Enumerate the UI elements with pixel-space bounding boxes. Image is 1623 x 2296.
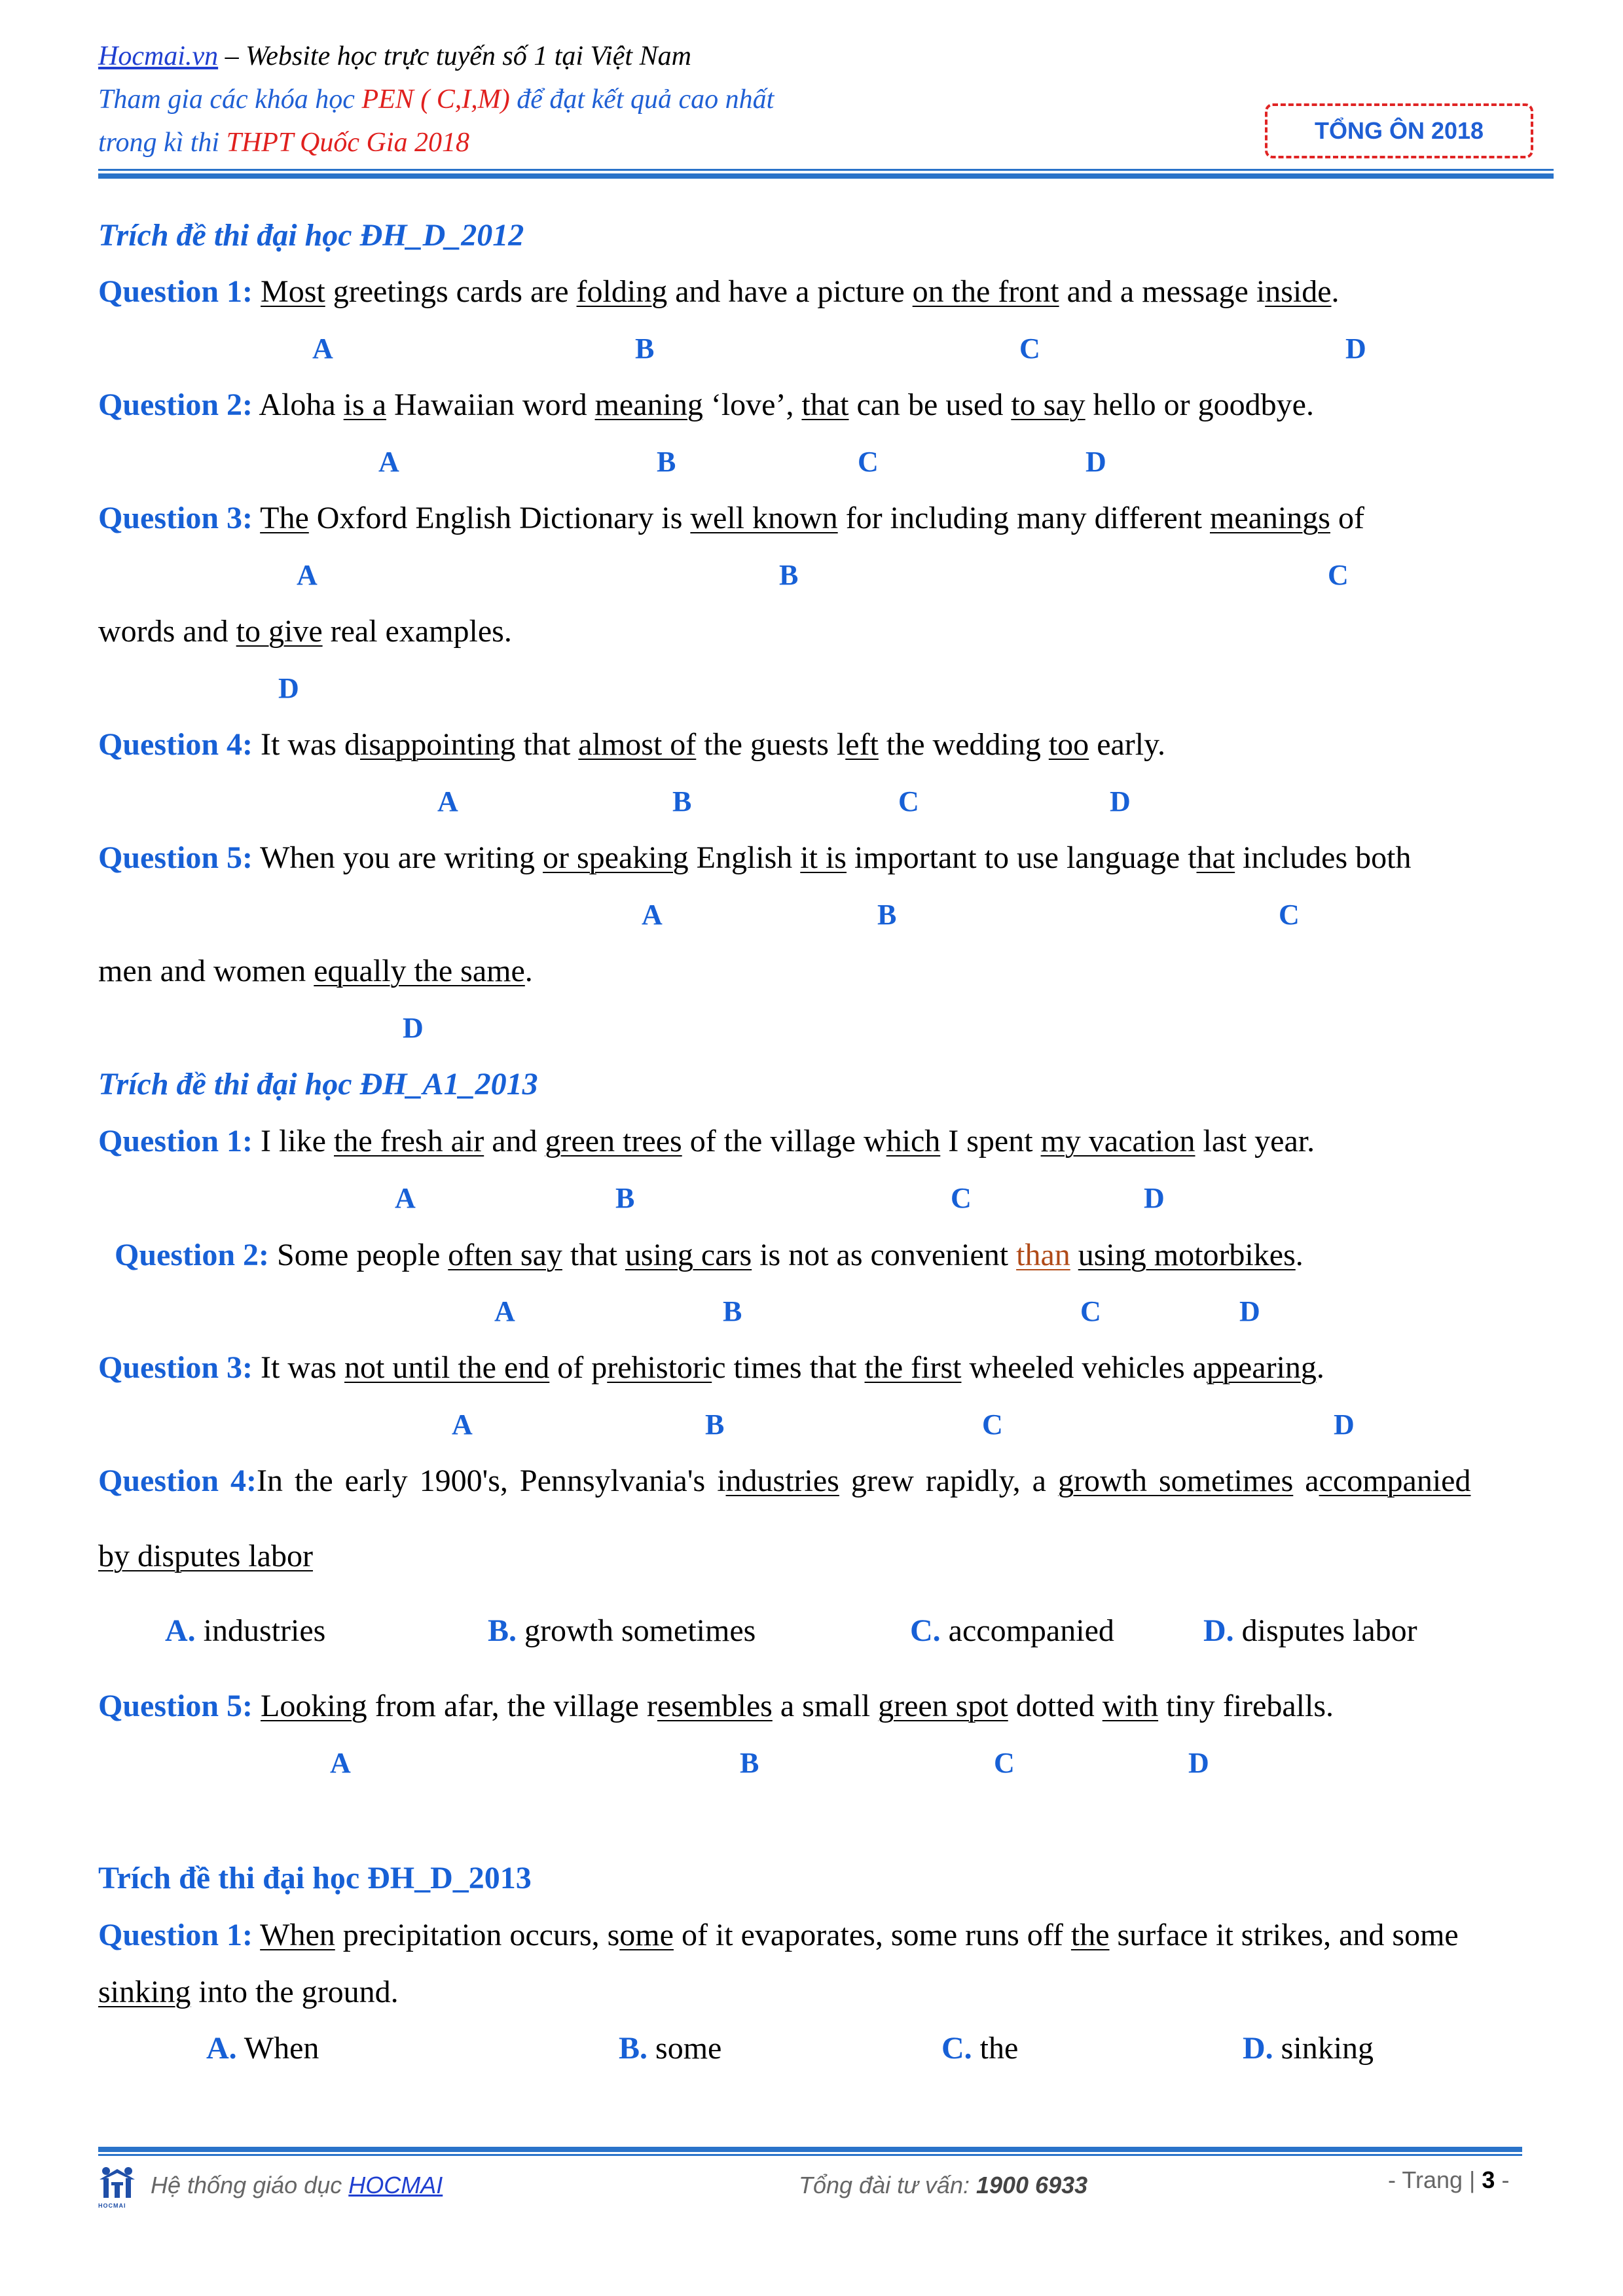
text-segment: of (1330, 501, 1364, 535)
text-segment: tiny fireballs. (1158, 1689, 1334, 1723)
answer-option-d[interactable] (1243, 2030, 1374, 2066)
option-letter-c: C (898, 785, 919, 817)
badge-label: TỔNG ÔN 2018 (1314, 117, 1484, 144)
header-rule-thin (98, 169, 1554, 171)
text-segment: words and (98, 614, 236, 649)
page-num: 3 (1482, 2166, 1495, 2193)
logo-text: HOCMAI (98, 2202, 126, 2209)
text-segment: that (562, 1238, 625, 1272)
text-segment: C. (941, 2031, 972, 2066)
text-segment: is not as convenient (752, 1238, 1017, 1272)
underlined-segment: green spot (878, 1689, 1008, 1723)
option-letter-b: B (672, 785, 692, 817)
text-segment: of the village w (682, 1124, 886, 1158)
header-text: Tham gia các khóa học (98, 84, 362, 115)
header-text: trong kì thi (98, 128, 227, 158)
question-line-cont (98, 613, 512, 649)
underlined-segment: that (801, 387, 849, 422)
underlined-segment: green trees (545, 1124, 682, 1158)
question-label: Question 2: (98, 387, 253, 422)
option-letter-a: A (437, 785, 458, 817)
text-segment: When (236, 2031, 319, 2066)
footer-rule-thin (98, 2154, 1522, 2156)
option-letter-d: D (1144, 1182, 1165, 1214)
question-label: Question 3: (98, 501, 253, 535)
underlined-segment: ccompanied (1319, 1463, 1471, 1498)
question-label: Question 1: (98, 1124, 253, 1158)
option-letter-d: D (403, 1012, 424, 1044)
text-segment: . (1316, 1350, 1324, 1385)
underlined-segment: isappointing (359, 727, 516, 762)
text-segment: It was d (253, 727, 360, 762)
text-segment: the wedding (878, 727, 1049, 762)
underlined-segment: using cars (625, 1238, 752, 1272)
question-label: Question 4: (98, 727, 253, 762)
underlined-segment: or speaking (543, 840, 689, 875)
underlined-segment: eft (845, 727, 879, 762)
underlined-segment: my vacation (1040, 1124, 1195, 1158)
option-letter-c: C (982, 1408, 1003, 1441)
text-segment: sinking (1273, 2031, 1374, 2066)
underlined-segment: to give (236, 614, 323, 649)
option-letter-a: A (312, 332, 333, 365)
text-segment: men and women (98, 954, 314, 988)
text-segment: precipitation occurs, s (335, 1918, 620, 1952)
underlined-segment: Looking (261, 1689, 367, 1723)
option-letter-a: A (642, 899, 663, 931)
text-segment: . (1295, 1238, 1304, 1272)
question-line (98, 500, 1364, 536)
text-segment: accompanied (940, 1613, 1114, 1648)
text-segment: important to use language t (846, 840, 1197, 875)
hotline-label: Tổng đài tư vấn: (799, 2172, 976, 2198)
section-title: Trích đề thi đại học ĐH_D_2013 (98, 1861, 532, 1895)
question-line (98, 1917, 1459, 1953)
question-line-cont (98, 953, 533, 989)
underlined-segment: The (260, 501, 309, 535)
text-segment: A. (165, 1613, 196, 1648)
text-segment: early. (1089, 727, 1165, 762)
option-letter-b: B (723, 1295, 742, 1327)
underlined-segment: folding (576, 274, 668, 309)
question-line-cont (98, 1538, 313, 1574)
text-segment (253, 501, 260, 535)
topic-badge (1265, 103, 1533, 158)
text-segment: a (1293, 1463, 1319, 1498)
question-line (115, 1237, 1304, 1273)
text-segment: of p (549, 1350, 608, 1385)
option-letter-b: B (635, 332, 655, 365)
text-segment: industries (195, 1613, 326, 1648)
hocmai-link[interactable]: HOCMAI (348, 2172, 443, 2198)
text-segment: Aloha (253, 387, 344, 422)
underlined-segment: growth sometimes (1057, 1463, 1294, 1498)
underlined-segment: to say (1011, 387, 1085, 422)
option-letter-d: D (1345, 332, 1366, 365)
tagline: – Website học trực tuyến số 1 tại Việt Nam (218, 41, 691, 71)
header-line-3 (98, 127, 469, 158)
question-line (98, 840, 1411, 876)
underlined-segment: on the front (912, 274, 1059, 309)
option-letter-a: A (330, 1747, 351, 1779)
underlined-segment: hat (1196, 840, 1235, 875)
text-segment (253, 274, 261, 309)
text-segment: some (647, 2031, 722, 2066)
question-line (98, 1688, 1334, 1724)
underlined-segment: ndustries (725, 1463, 839, 1498)
text-segment: the (972, 2031, 1019, 2066)
text-segment: growth sometimes (517, 1613, 756, 1648)
text-segment: a small (772, 1689, 879, 1723)
text-segment: D. (1203, 1613, 1234, 1648)
text-segment: dotted (1008, 1689, 1103, 1723)
hocmai-logo (98, 2165, 136, 2210)
text-segment: B. (488, 1613, 517, 1648)
option-letter-a: A (297, 559, 318, 591)
text-segment: from afar, the village r (367, 1689, 657, 1723)
option-letter-c: C (1279, 899, 1300, 931)
option-letter-b: B (877, 899, 897, 931)
underlined-segment: using motorbikes (1078, 1238, 1296, 1272)
page-label: - Trang | (1388, 2166, 1482, 2193)
option-letter-a: A (378, 446, 399, 478)
underlined-segment: nside (1265, 274, 1332, 309)
footer-hotline (799, 2172, 1087, 2199)
answer-option-a[interactable] (165, 1613, 325, 1649)
option-letter-a: A (494, 1295, 515, 1327)
section-title: Trích đề thi đại học ĐH_A1_2013 (98, 1067, 538, 1102)
text-segment: and (484, 1124, 545, 1158)
text-segment: A. (206, 2031, 237, 2066)
underlined-segment: often say (448, 1238, 562, 1272)
underlined-segment: the (1070, 1918, 1110, 1952)
underlined-segment: too (1048, 727, 1089, 762)
question-line (98, 274, 1340, 310)
question-label: Question 3: (98, 1350, 253, 1385)
exam-name: THPT Quốc Gia 2018 (226, 128, 470, 158)
text-segment: ‘love’, (702, 387, 802, 422)
option-letter-d: D (1239, 1295, 1260, 1327)
underlined-segment: with (1102, 1689, 1159, 1723)
text-segment: real examples. (322, 614, 512, 649)
option-letter-b: B (615, 1182, 635, 1214)
option-letter-b: B (657, 446, 676, 478)
text-segment: and have a picture (667, 274, 913, 309)
option-letter-a: A (452, 1408, 473, 1441)
underlined-segment: rehistori (607, 1350, 712, 1385)
site-link[interactable]: Hocmai.vn (98, 41, 219, 71)
question-label: Question 1: (98, 274, 253, 309)
underlined-segment: well known (690, 501, 838, 535)
text-segment: hello or goodbye. (1085, 387, 1314, 422)
text-segment: that (515, 727, 579, 762)
hotline-number: 1900 6933 (976, 2172, 1088, 2198)
text-segment: . (524, 954, 533, 988)
text-segment: Some people (269, 1238, 448, 1272)
footer-rule-thick (98, 2147, 1522, 2152)
underlined-segment: esembles (657, 1689, 773, 1723)
text-segment: In the early 1900's, Pennsylvania's i (257, 1463, 726, 1498)
underlined-segment: it is (800, 840, 847, 875)
option-letter-d: D (278, 672, 299, 704)
underlined-segment: not until the end (344, 1350, 550, 1385)
text-segment: can be used (848, 387, 1012, 422)
option-letter-c: C (1019, 332, 1040, 365)
header-line-1 (98, 41, 691, 72)
text-segment: . (1331, 274, 1340, 309)
text-segment: for including many different (837, 501, 1210, 535)
underlined-segment: by (98, 1539, 130, 1573)
question-line (98, 1463, 1470, 1499)
text-segment: into the ground. (191, 1975, 399, 2009)
text-segment: disputes labor (1233, 1613, 1417, 1648)
text-segment: When you are writing (253, 840, 543, 875)
text-segment: surface it strikes, and some (1109, 1918, 1459, 1952)
option-letter-d: D (1085, 446, 1106, 478)
footer-label: Hệ thống giáo dục (151, 2172, 349, 2198)
underlined-segment: meanings (1209, 501, 1330, 535)
text-segment: B. (619, 2031, 648, 2066)
underlined-segment: sinking (98, 1975, 191, 2009)
answer-option-c[interactable] (910, 1613, 1114, 1649)
option-letter-c: C (1080, 1295, 1101, 1327)
text-segment: It was (253, 1350, 344, 1385)
answer-option-d[interactable] (1203, 1613, 1417, 1649)
underlined-segment: ppearing (1206, 1350, 1317, 1385)
underlined-segment: than (1016, 1238, 1070, 1272)
question-label: Question 2: (115, 1238, 270, 1272)
text-segment: D. (1243, 2031, 1273, 2066)
option-letter-c: C (858, 446, 879, 478)
underlined-segment: ome (619, 1918, 674, 1952)
answer-option-c[interactable] (941, 2030, 1018, 2066)
text-segment: includes both (1235, 840, 1412, 875)
option-letter-d: D (1110, 785, 1131, 817)
text-segment: of it evaporates, some runs off (673, 1918, 1071, 1952)
question-label: Question 1: (98, 1918, 253, 1952)
text-segment: c times that (712, 1350, 865, 1385)
question-line (98, 1350, 1324, 1386)
option-letter-a: A (395, 1182, 416, 1214)
hocmai-logo-icon (98, 2165, 136, 2199)
text-segment: I spent (940, 1124, 1041, 1158)
text-segment: the guests l (696, 727, 846, 762)
option-letter-b: B (779, 559, 799, 591)
text-segment: Oxford English Dictionary is (308, 501, 691, 535)
option-letter-d: D (1334, 1408, 1355, 1441)
page-number (1388, 2166, 1509, 2194)
underlined-segment: hich (886, 1124, 941, 1158)
text-segment: I like (253, 1124, 334, 1158)
text-segment: C. (910, 1613, 941, 1648)
underlined-segment: When (260, 1918, 335, 1952)
text-segment: and a message i (1059, 274, 1266, 309)
option-letter-c: C (951, 1182, 972, 1214)
header-line-2 (98, 84, 774, 115)
answer-option-a[interactable] (206, 2030, 319, 2066)
page-tail: - (1495, 2166, 1510, 2193)
option-letter-b: B (740, 1747, 759, 1779)
option-letter-c: C (994, 1747, 1015, 1779)
text-segment (253, 1689, 261, 1723)
text-segment: English (688, 840, 801, 875)
question-line (98, 726, 1165, 762)
text-segment: Hawaiian word (386, 387, 595, 422)
text-segment (1070, 1238, 1078, 1272)
header-text: để đạt kết quả cao nhất (509, 84, 775, 115)
option-letter-b: B (705, 1408, 725, 1441)
underlined-segment: the fresh air (333, 1124, 484, 1158)
header-rule-thick (98, 173, 1554, 179)
option-letter-c: C (1328, 559, 1349, 591)
question-label: Question 4: (98, 1463, 257, 1498)
option-letter-d: D (1188, 1747, 1209, 1779)
underlined-segment: equally the same (314, 954, 525, 988)
question-line-cont (98, 1974, 399, 2010)
underlined-segment: disputes labor (130, 1539, 313, 1573)
underlined-segment: meaning (594, 387, 703, 422)
question-line (98, 1123, 1315, 1159)
question-label: Question 5: (98, 1689, 253, 1723)
answer-option-b[interactable] (619, 2030, 721, 2066)
text-segment: wheeled vehicles a (961, 1350, 1207, 1385)
underlined-segment: almost of (578, 727, 697, 762)
footer-system (151, 2172, 443, 2199)
section-title: Trích đề thi đại học ĐH_D_2012 (98, 218, 524, 253)
text-segment (253, 1918, 260, 1952)
course-name: PEN ( C,I,M) (361, 84, 510, 115)
text-segment: last year. (1195, 1124, 1315, 1158)
text-segment: greetings cards are (325, 274, 577, 309)
question-line (98, 387, 1314, 423)
underlined-segment: Most (261, 274, 325, 309)
underlined-segment: the first (864, 1350, 962, 1385)
answer-option-b[interactable] (488, 1613, 756, 1649)
text-segment: grew rapidly, a (839, 1463, 1058, 1498)
question-label: Question 5: (98, 840, 253, 875)
underlined-segment: is a (343, 387, 386, 422)
